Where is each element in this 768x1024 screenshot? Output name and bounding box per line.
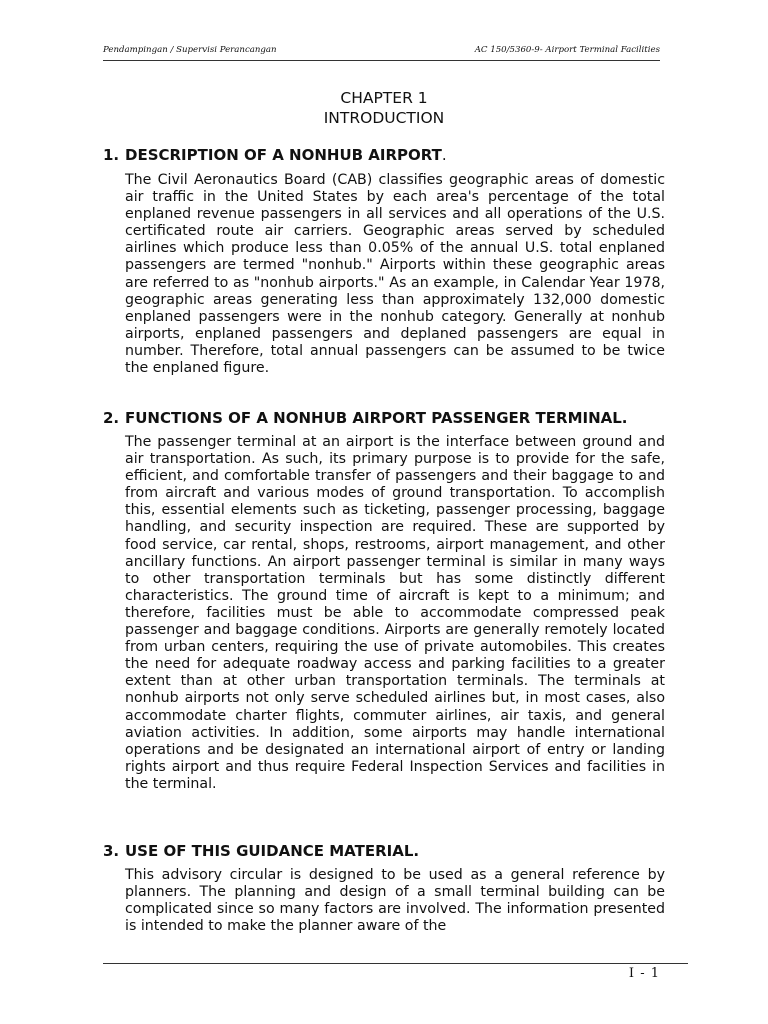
section-body-2: The passenger terminal at an airport is the interface between ground and air transportation. As such, its primary purpose is to provide for the safe, efficient, and comfortable transfer of passengers and their baggage to and from aircraft and various modes of ground transportation. To accomplish this, essential elements such as ticketing, passenger processing, baggage handling, and security inspection are required. These are supported by food service, car rental, shops, restrooms, airport management, and other ancillary functions. An airport passenger terminal is similar in many ways to other transportation terminals but has some distinctly different characteristics. The ground time of aircraft is kept to a minimum; and therefore, facilities must be able to accommodate compressed peak passenger and baggage conditions. Airports are generally remotely located from urban centers, requiring the use of private automobiles. This creates the need for adequate roadway access and parking facilities to a greater extent than at other urban transportation terminals. The terminals at nonhub airports not only serve scheduled airlines but, in most cases, also accommodate charter flights, commuter airlines, air taxis, and general aviation activities. In addition, some airports may handle international operations and be designated an international airport of entry or landing rights airport and thus require Federal Inspection Services and facilities in the terminal. (125, 434, 665, 792)
section-heading-text: FUNCTIONS OF A NONHUB AIRPORT PASSENGER TERMINAL. (125, 409, 628, 427)
chapter-number: CHAPTER 1 (340, 89, 428, 107)
section-heading-text: USE OF THIS GUIDANCE MATERIAL. (125, 842, 420, 860)
header-right-text: AC 150/5360-9- Airport Terminal Facilities (474, 45, 660, 55)
chapter-title: INTRODUCTION (323, 109, 445, 127)
section-heading-text: DESCRIPTION OF A NONHUB AIRPORT (125, 146, 442, 164)
section-heading-2 (103, 409, 673, 427)
section-body-1: The Civil Aeronautics Board (CAB) classifies geographic areas of domestic air traffic in the United States by each area's percentage of the total enplaned revenue passengers in all services and all operations of the U.S. certificated route air carriers. Geographic areas served by scheduled airlines which produce less than 0.05% of the annual U.S. total enplaned passengers are termed "nonhub." Airports within these geographic areas are referred to as "nonhub airports." As an example, in Calendar Year 1978, geographic areas generating less than approximately 132,000 domestic enplaned passengers were in the nonhub category. Generally at nonhub airports, enplaned passengers and deplaned passengers are equal in number. Therefore, total annual passengers can be assumed to be twice the enplaned figure. (125, 172, 665, 377)
section-body-3: This advisory circular is designed to be used as a general reference by planners. The planning and design of a small terminal building can be complicated since so many factors are involved. The information presented is intended to make the planner aware of the (125, 867, 665, 935)
section-number: 2. (103, 409, 120, 427)
section-heading-3 (103, 842, 673, 860)
header-left-text: Pendampingan / Supervisi Perancangan (103, 45, 277, 55)
section-number: 3. (103, 842, 120, 860)
section-heading-suffix: . (441, 146, 447, 164)
running-header (103, 42, 660, 61)
footer-rule (103, 963, 688, 964)
page-number: I - 1 (628, 966, 660, 981)
section-heading-1 (103, 146, 673, 164)
section-number: 1. (103, 146, 120, 164)
